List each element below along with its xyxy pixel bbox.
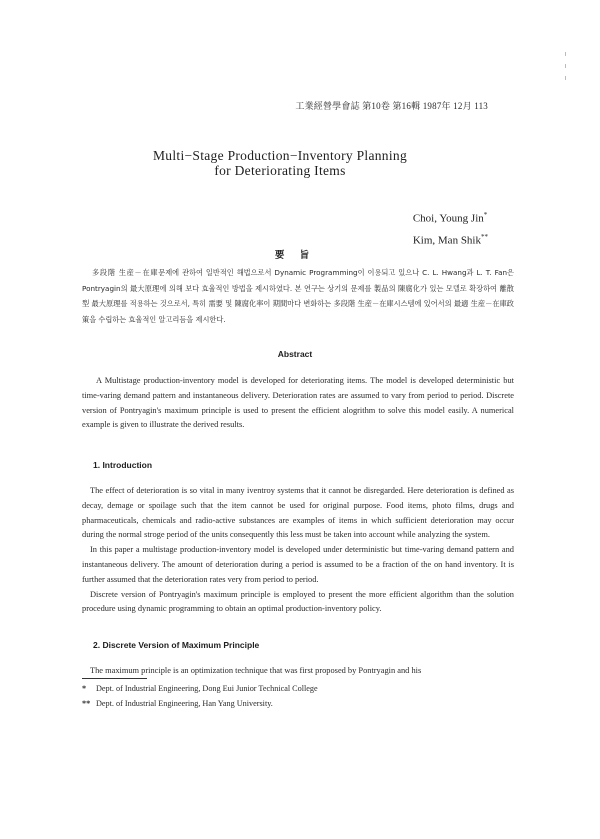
author-mark: ** [481, 232, 488, 241]
running-header: 工業經營學會誌 第10卷 第16輯 1987年 12月 113 [295, 101, 488, 111]
author-name: Choi, Young Jin [412, 212, 484, 225]
footnote-text: Dept. of Industrial Engineering, Dong Eui Junior Technical College [96, 684, 318, 693]
scan-speck [565, 76, 566, 80]
scan-speck [565, 64, 566, 68]
paragraph: The effect of deterioration is so vital in many iventroy systems that it cannot be disregarded. Here deterioration is defined as decay, demage or spoilage such that the item cannot be used for original purpose. Food items, photo films, drugs and pharmaceuticals, chemicals and radio-active substances are examples of items in which sufficient deterioration may occur during the normal stroge period of the units consequently this less must be taken into account while analyzing the system. [82, 486, 514, 540]
paragraph: The maximum principle is an optimization technique that was first proposed by Pontryagin and his [90, 666, 422, 675]
footnote-2 [82, 696, 514, 711]
korean-abstract-text: 多段階 生産－在庫문제에 관하여 일반적인 해법으로서 Dynamic Programming이 이용되고 있으나 C. L. Hwang과 L. T. Fan은 Pontryagin의 最大原理에 의해 보다 효율적인 방법을 제시하였다. 본 연구는 상기의 문제를 製品의 陳腐化가 있는 모델로 확장하여 離散型 最大原理를 적용하는 것으로서, 특히 需要 및 陳腐化率이 期間마다 변화하는 多段階 生産－在庫시스템에 있어서의 最適 生産－在庫政策을 수립하는 효율적인 알고리듬을 제시한다. [82, 268, 514, 324]
footnote-1 [82, 681, 514, 696]
footnote-mark: * [82, 684, 87, 693]
abstract [82, 374, 514, 433]
section-introduction-body [82, 484, 514, 617]
scan-speck [565, 52, 566, 56]
paragraph: Discrete version of Pontryagin's maximum principle is employed to present the more efficient algorithm than the solution procedure using dynamic programming to obtain an optimal production-inventory policy. [82, 589, 514, 614]
author-mark: * [483, 211, 488, 219]
author-list [413, 206, 488, 249]
abstract-text: A Multistage production-inventory model is developed for deteriorating items. The model is developed deterministic but time-varing demand pattern and instantaneous delivery. Deterioration rates are assumed to vary from period to period. Discrete version of Pontryagin's maximum principle is used to present the efficient alogrithm to solve this model easily. A numerical example is given to illustrate the derived results. [82, 376, 514, 430]
paragraph: In this paper a multistage production-inventory model is developed under deterministic but time-varing demand pattern and instantaneous delivery. The amount of deterioration during a period is assumed to be a fraction of the on hand inventory. It is further assumed that the deterioration rates very from period to period. [82, 545, 514, 584]
title-line-1: Multi−Stage Production−Inventory Planning [152, 148, 407, 163]
footnote-divider [82, 678, 147, 679]
author-1 [413, 206, 488, 228]
section-heading-maximum-principle: 2. Discrete Version of Maximum Principle [93, 640, 260, 650]
korean-abstract-heading: 要 旨 [274, 250, 316, 261]
footnotes [82, 681, 514, 711]
abstract-heading: Abstract [277, 349, 313, 359]
paper-title [0, 148, 560, 178]
footnote-text: Dept. of Industrial Engineering, Han Yang University. [96, 699, 273, 708]
section-heading-introduction: 1. Introduction [93, 460, 153, 470]
korean-abstract [82, 265, 514, 327]
footnote-mark: ** [82, 699, 91, 708]
title-line-2: for Deteriorating Items [214, 163, 346, 178]
section-maximum-principle-body [82, 664, 514, 679]
author-name: Kim, Man Shik [412, 234, 481, 247]
